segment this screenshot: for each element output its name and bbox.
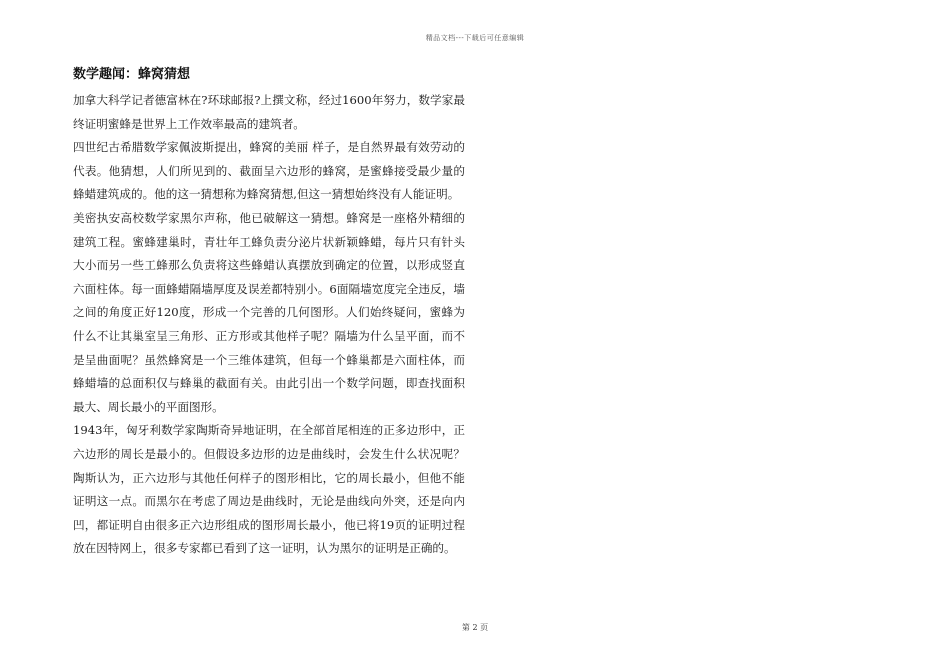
paragraph-4: 1943年，匈牙利数学家陶斯奇异地证明，在全部首尾相连的正多边形中，正六边形的周长是最小的。但假设多边形的边是曲线时，会发生什么状况呢？陶斯认为，正六边形与其他任何样子的图形相比，它的周长最小，但他不能证明这一点。而黑尔在考虑了周边是曲线时，无论是曲线向外突，还是向内凹，都证明自由很多正六边形组成的图形周长最小，他已将19页的证明过程放在因特网上，很多专家都已看到了这一证明，认为黑尔的证明是正确的。 xyxy=(73,423,465,556)
article-title: 数学趣闻：蜂窝猜想 xyxy=(73,67,191,82)
paragraph-2: 四世纪古希腊数学家佩波斯提出，蜂窝的美丽 样子，是自然界最有效劳动的代表。他猜想，人们所见到的、截面呈六边形的蜂窝，是蜜蜂接受最少量的蜂蜡建筑成的。他的这一猜想称为蜂窝猜想,但这一猜想始终没有人能证明。 xyxy=(73,140,465,202)
paragraph-3: 美密执安高校数学家黑尔声称，他已破解这一猜想。蜂窝是一座格外精细的建筑工程。蜜蜂建巢时，青壮年工蜂负责分泌片状新颖蜂蜡，每片只有针头大小而另一些工蜂那么负责将这些蜂蜡认真摆放到确定的位置，以形成竖直六面柱体。每一面蜂蜡隔墙厚度及误差都特别小。6面隔墙宽度完全违反，墙之间的角度正好120度，形成一个完善的几何图形。人们始终疑问，蜜蜂为什么不让其巢室呈三角形、正方形或其他样子呢？隔墙为什么呈平面，而不是呈曲面呢？虽然蜂窝是一个三维体建筑，但每一个蜂巢都是六面柱体，而蜂蜡墙的总面积仅与蜂巢的截面有关。由此引出一个数学问题，即查找面积最大、周长最小的平面图形。 xyxy=(73,210,465,414)
paragraph-1: 加拿大科学记者德富林在?环球邮报?上撰文称，经过1600年努力，数学家最终证明蜜蜂是世界上工作效率最高的建筑者。 xyxy=(73,93,465,131)
page-number: 第 2 页 xyxy=(461,623,489,632)
page-header: 精品文档---下载后可任意编辑 xyxy=(425,34,525,42)
document-body xyxy=(73,64,465,561)
